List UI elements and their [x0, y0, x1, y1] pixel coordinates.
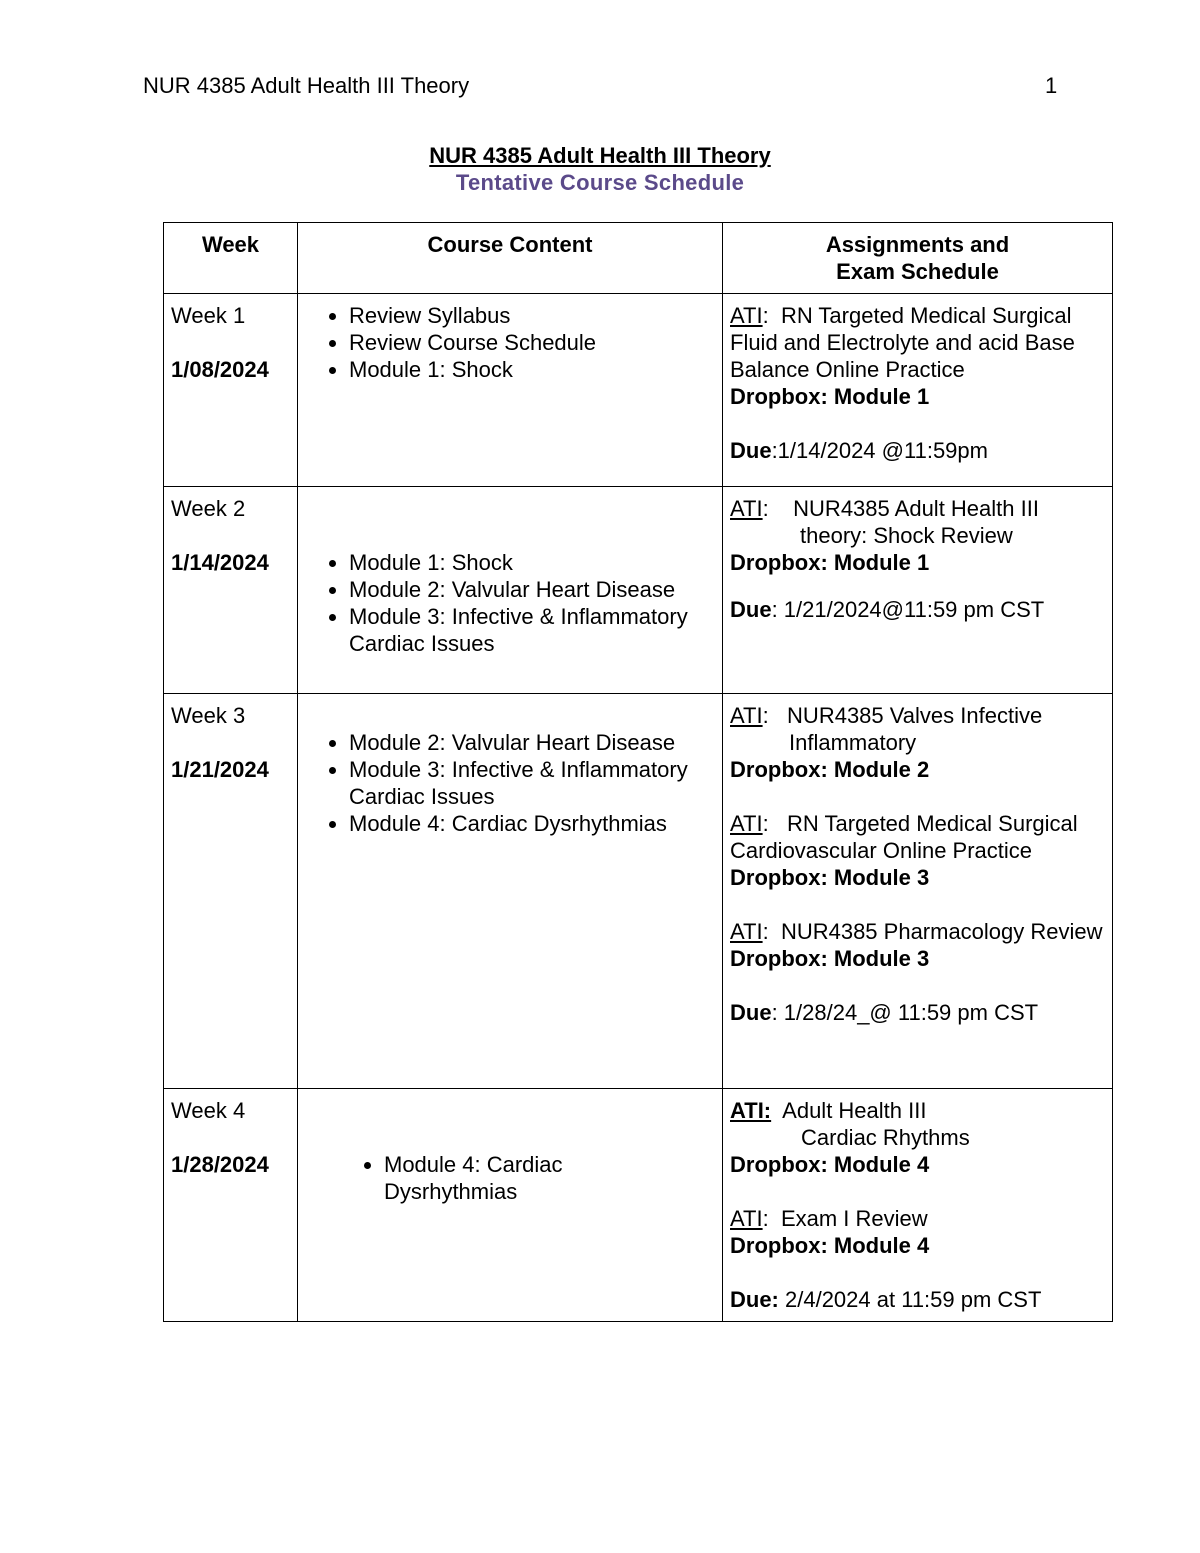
content-list [305, 549, 715, 657]
week-date: 1/21/2024 [171, 757, 269, 782]
week-date: 1/14/2024 [171, 550, 269, 575]
ati-assignment: NUR4385 Pharmacology Review [780, 919, 1103, 944]
ati-assignment: NUR4385 Adult Health III [793, 496, 1039, 521]
ati-assignment: RN Targeted Medical Surgical Fluid and Electrolyte and acid Base Balance Online Practice [730, 303, 1075, 382]
ati-assignment-cont: theory: Shock Review [800, 523, 1013, 548]
due-date: :1/14/2024 @11:59pm [771, 438, 988, 463]
assignment-cell: ATI: Adult Health III Cardiac Rhythms Dropbox: Module 4 ATI: Exam I Review Dropbox: Module 4 Due: 2/4/2024 at 11:59 pm CST [723, 1089, 1113, 1322]
week-cell [164, 294, 298, 487]
table-row [164, 294, 1113, 487]
assignment-cell: ATI: NUR4385 Adult Health III theory: Shock Review Dropbox: Module 1 Due: 1/21/2024@11:59 pm CST [723, 487, 1113, 694]
list-item: • Module 1: Shock [349, 356, 715, 383]
ati-label: ATI [730, 919, 763, 944]
list-item: • Module 3: Infective & Inflammatory Cardiac Issues [349, 756, 715, 810]
document-subtitle: Tentative Course Schedule [455, 170, 745, 195]
week-label: Week 1 [171, 303, 246, 328]
week-label: Week 4 [171, 1098, 246, 1123]
content-cell [298, 694, 723, 1089]
running-header-title: NUR 4385 Adult Health III Theory [143, 73, 470, 98]
ati-label: ATI [730, 1206, 763, 1231]
ati-assignment: Adult Health III [782, 1098, 927, 1123]
list-item: • Module 2: Valvular Heart Disease [349, 729, 715, 756]
dropbox-label: Dropbox: Module 3 [730, 865, 930, 890]
due-date: 2/4/2024 at 11:59 pm CST [778, 1287, 1042, 1312]
list-item: • Module 4: Cardiac Dysrhythmias [349, 810, 715, 837]
due-label: Due [730, 438, 772, 463]
table-row [164, 487, 1113, 694]
header-assignments [723, 223, 1113, 294]
due-date: : 1/28/24_@ 11:59 pm CST [771, 1000, 1039, 1025]
dropbox-label: Dropbox: Module 4 [730, 1152, 930, 1177]
ati-assignment: Exam I Review [780, 1206, 928, 1231]
week-cell [164, 487, 298, 694]
ati-label: ATI [730, 811, 763, 836]
dropbox-label: Dropbox: Module 1 [730, 384, 930, 409]
dropbox-label: Dropbox: Module 4 [730, 1233, 930, 1258]
content-list [305, 729, 715, 837]
assignment-cell: ATI: RN Targeted Medical Surgical Fluid and Electrolyte and acid Base Balance Online Practice Dropbox: Module 1 Due:1/14/2024 @11:59pm [723, 294, 1113, 487]
due-label: Due [730, 1000, 772, 1025]
ati-assignment-cont: Inflammatory [789, 730, 917, 755]
page-number: 1 [1045, 73, 1058, 98]
week-cell [164, 1089, 298, 1322]
content-list [305, 1151, 715, 1205]
week-date: 1/28/2024 [171, 1152, 269, 1177]
due-label: Due: [730, 1287, 779, 1312]
content-cell [298, 487, 723, 694]
list-item: • Module 3: Infective & Inflammatory Cardiac Issues [349, 603, 715, 657]
dropbox-label: Dropbox: Module 2 [730, 757, 930, 782]
list-item: • Review Syllabus [349, 302, 715, 329]
table-header-row [164, 223, 1113, 294]
content-list [305, 302, 715, 383]
week-label: Week 3 [171, 703, 246, 728]
week-label: Week 2 [171, 496, 246, 521]
ati-assignment-cont: Cardiac Rhythms [801, 1125, 970, 1150]
course-schedule-table [163, 222, 1113, 1322]
list-item: • Review Course Schedule [349, 329, 715, 356]
ati-assignment: RN Targeted Medical Surgical Cardiovascular Online Practice [730, 811, 1078, 863]
dropbox-label: Dropbox: Module 1 [730, 550, 930, 575]
ati-label: ATI [730, 703, 763, 728]
table-row [164, 694, 1113, 1089]
due-date: : 1/21/2024@11:59 pm CST [771, 597, 1045, 622]
dropbox-label: Dropbox: Module 3 [730, 946, 930, 971]
header-assignments-line2: Exam Schedule [836, 259, 999, 284]
table-row [164, 1089, 1113, 1322]
week-date: 1/08/2024 [171, 357, 269, 382]
header-course-content: Course Content [298, 223, 723, 294]
document-title: NUR 4385 Adult Health III Theory [429, 143, 771, 168]
list-item: • Module 1: Shock [349, 549, 715, 576]
ati-assignment: NUR4385 Valves Infective [787, 703, 1043, 728]
content-cell [298, 294, 723, 487]
ati-label: ATI [730, 303, 763, 328]
header-assignments-line1: Assignments and [825, 232, 1010, 257]
content-cell [298, 1089, 723, 1322]
list-item: • Module 4: Cardiac Dysrhythmias [384, 1151, 584, 1205]
ati-label: ATI [730, 496, 763, 521]
header-week: Week [164, 223, 298, 294]
ati-label: ATI: [730, 1098, 772, 1123]
list-item: • Module 2: Valvular Heart Disease [349, 576, 715, 603]
week-cell [164, 694, 298, 1089]
due-label: Due [730, 597, 772, 622]
assignment-cell: ATI: NUR4385 Valves Infective Inflammatory Dropbox: Module 2 ATI: RN Targeted Medical Surgical Cardiovascular Online Practice Dropbox: Module 3 ATI: NUR4385 Pharmacology Review Dropbox: Module 3 Due: 1/28/24_@ 11:59 pm CST [723, 694, 1113, 1089]
